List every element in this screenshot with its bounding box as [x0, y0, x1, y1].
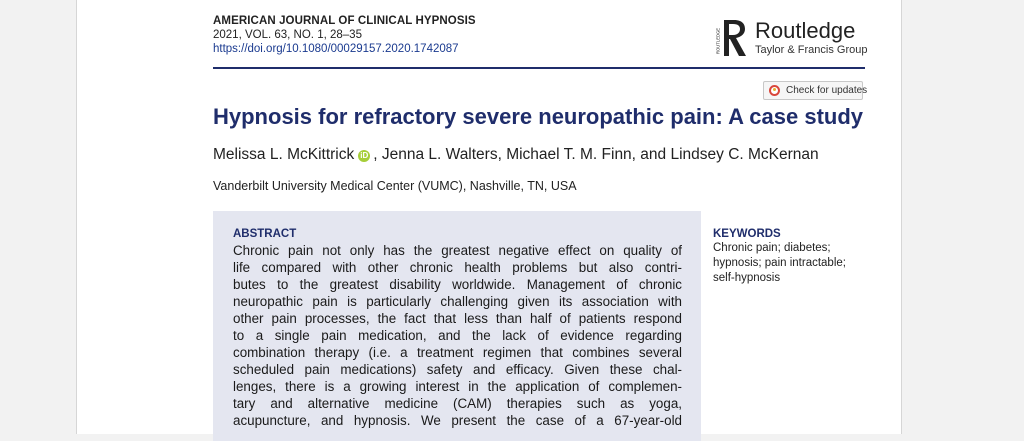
- keywords-heading: KEYWORDS: [713, 228, 781, 240]
- journal-info: [213, 14, 476, 56]
- abstract-line: tary and alternative medicine (CAM) therapies such as yoga,: [233, 396, 682, 411]
- abstract-line: scheduled pain medications) safety and efficacy. Given these chal-: [233, 362, 682, 377]
- article-title: Hypnosis for refractory severe neuropathic pain: A case study: [213, 104, 864, 129]
- keywords-list: [713, 241, 846, 286]
- abstract-line: other pain processes, the fact that less than half of patients respond: [233, 311, 682, 326]
- abstract-line: to a single pain medication, and the lack of evidence regarding: [233, 328, 682, 343]
- keyword-line: hypnosis; pain intractable;: [713, 257, 846, 269]
- abstract-line: Chronic pain not only has the greatest negative effect on quality of: [233, 243, 682, 258]
- publisher-name: Routledge: [755, 18, 856, 43]
- check-for-updates-button[interactable]: [763, 81, 868, 100]
- routledge-logo-icon: [717, 16, 751, 60]
- affiliation: Vanderbilt University Medical Center (VUMC), Nashville, TN, USA: [213, 179, 577, 193]
- abstract-text: [233, 242, 682, 429]
- doi-link[interactable]: https://doi.org/10.1080/00029157.2020.1742087: [213, 43, 459, 55]
- abstract-line: combination therapy (i.e. a treatment regimen that combines several: [233, 345, 682, 360]
- author-list: [213, 146, 819, 164]
- citation: 2021, VOL. 63, NO. 1, 28–35: [213, 29, 362, 41]
- keyword-line: self-hypnosis: [713, 272, 781, 284]
- abstract-line: life compared with other chronic health problems but also contri-: [233, 260, 682, 275]
- keyword-line: Chronic pain; diabetes;: [713, 242, 831, 254]
- crossmark-icon: [769, 85, 780, 96]
- publisher-group: Taylor & Francis Group: [755, 44, 868, 56]
- abstract-line: acupuncture, and hypnosis. We present the case of a 67-year-old: [233, 413, 682, 428]
- header-rule: [213, 67, 865, 69]
- abstract-line: butes to the greatest disability worldwide. Management of chronic: [233, 277, 682, 292]
- author-name[interactable]: Melissa L. McKittrick: [213, 146, 355, 163]
- journal-name: AMERICAN JOURNAL OF CLINICAL HYPNOSIS: [213, 15, 476, 27]
- abstract-heading: ABSTRACT: [233, 228, 297, 240]
- paper-page: [76, 0, 902, 434]
- author-names-rest: , Jenna L. Walters, Michael T. M. Finn, and Lindsey C. McKernan: [373, 146, 819, 163]
- logo-text: ROUTLEDGE: [715, 27, 721, 54]
- abstract-line: neuropathic pain is particularly challenging given its association with: [233, 294, 682, 309]
- check-for-updates-label: Check for updates: [786, 85, 868, 96]
- abstract-box: [213, 211, 701, 441]
- keywords-section: [713, 228, 846, 286]
- orcid-icon[interactable]: iD: [360, 151, 369, 160]
- abstract-line: lenges, there is a growing interest in the application of complemen-: [233, 379, 682, 394]
